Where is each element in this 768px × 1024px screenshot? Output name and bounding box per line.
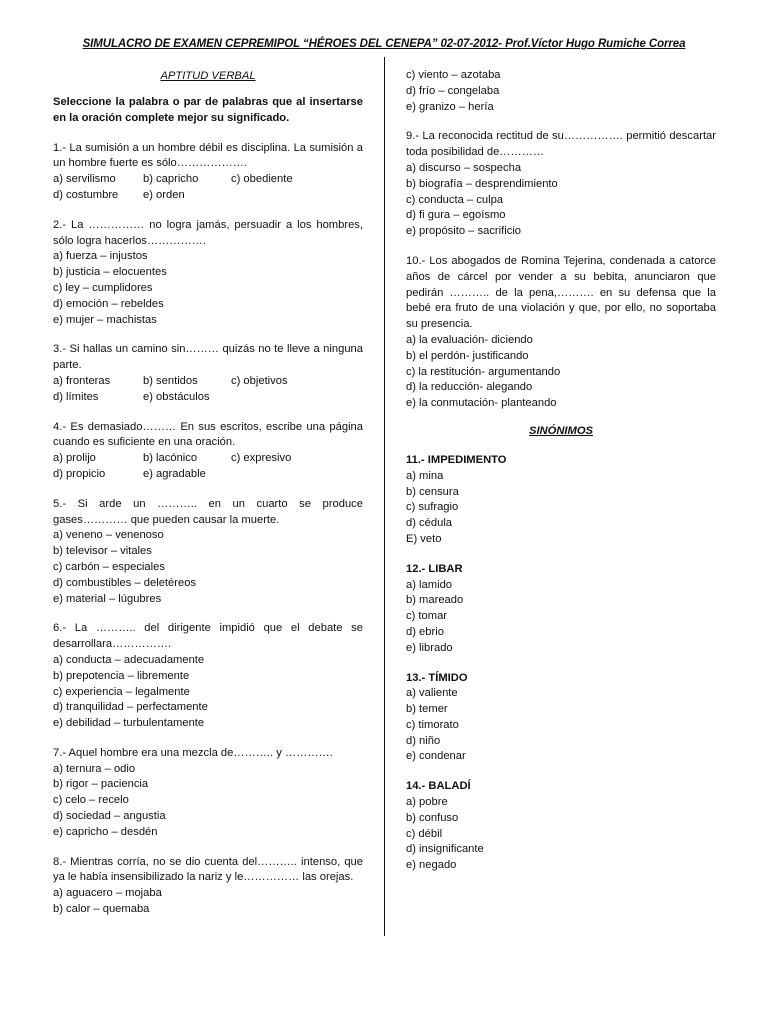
column-divider (384, 57, 385, 936)
option: d) niño (406, 734, 441, 747)
options (53, 451, 363, 483)
question-title: 14.- BALADÍ (406, 780, 471, 793)
option: c) carbón – especiales (53, 560, 165, 573)
question-8-continued (406, 68, 716, 115)
question-text: 4.- Es demasiado……… En sus escritos, escribe una página cuando es suficiente en una oración. (53, 420, 363, 449)
option: d) fi gura – egoísmo (406, 209, 506, 222)
option: d) frío – congelaba (406, 84, 500, 97)
option: a) la evaluación- diciendo (406, 333, 533, 346)
question-5 (53, 497, 363, 608)
option: e) agradable (143, 467, 206, 480)
option: c) obediente (231, 173, 293, 186)
option: e) condenar (406, 750, 466, 763)
question-7 (53, 746, 363, 841)
section-title-sinonimos: SINÓNIMOS (528, 424, 594, 437)
option: b) lacónico (143, 452, 198, 465)
question-text: 8.- Mientras corría, no se dio cuenta del……….. intenso, que ya le había insensibilizado la nariz y le…………… las orejas. (53, 855, 363, 884)
option: b) censura (406, 485, 459, 498)
option: a) aguacero – mojaba (53, 887, 162, 900)
question-9 (406, 129, 716, 240)
question-11 (406, 453, 716, 548)
question-3 (53, 342, 363, 405)
option: b) calor – quemaba (53, 903, 150, 916)
option: c) objetivos (231, 374, 288, 387)
option: a) ternura – odio (53, 762, 136, 775)
option: d) la reducción- alegando (406, 381, 533, 394)
option: a) discurso – sospecha (406, 161, 522, 174)
question-title: 11.- IMPEDIMENTO (406, 453, 507, 466)
question-title: 13.- TÍMIDO (406, 671, 468, 684)
option: d) emoción – rebeldes (53, 297, 164, 310)
option: c) ley – cumplidores (53, 281, 153, 294)
option: c) timorato (406, 718, 459, 731)
section-title-aptitud-verbal: APTITUD VERBAL (160, 70, 256, 82)
option: a) prolijo (53, 452, 96, 465)
option: a) lamido (406, 578, 453, 591)
option: a) pobre (406, 796, 448, 809)
option: d) sociedad – angustia (53, 810, 166, 823)
option: a) valiente (406, 687, 458, 700)
question-13 (406, 671, 716, 766)
option: c) celo – recelo (53, 794, 129, 807)
option: a) veneno – venenoso (53, 529, 164, 542)
option: c) tomar (406, 610, 448, 623)
option: b) confuso (406, 811, 459, 824)
instructions: Seleccione la palabra o par de palabras que al insertarse en la oración complete mejor su significado. (53, 96, 363, 124)
question-text: 9.- La reconocida rectitud de su……………. permitió descartar toda posibilidad de………… (406, 130, 716, 159)
question-text: 10.- Los abogados de Romina Tejerina, condenada a catorce años de cárcel por vender a su bebita, anunciaron que pedirán ……….. de la pena,………. en su defensa que la bebé era fruto de una violación y que, por ello, no soportaba su presencia. (406, 254, 716, 331)
option: c) viento – azotaba (406, 69, 501, 81)
question-title: 12.- LIBAR (406, 562, 463, 575)
options (53, 172, 363, 204)
question-text: 2.- La …………… no logra jamás, persuadir a los hombres, sólo logra hacerlos……………. (53, 218, 363, 247)
option: e) negado (406, 859, 457, 872)
left-column (53, 68, 363, 918)
option: e) capricho – desdén (53, 825, 158, 838)
option: b) televisor – vitales (53, 545, 152, 558)
option: d) combustibles – deletéreos (53, 576, 197, 589)
option: e) material – lúgubres (53, 592, 162, 605)
option: c) la restitución- argumentando (406, 365, 561, 378)
option: b) el perdón- justificando (406, 349, 529, 362)
option: d) tranquilidad – perfectamente (53, 701, 208, 714)
option: d) costumbre (53, 188, 119, 201)
question-10 (406, 254, 716, 412)
question-1 (53, 141, 363, 204)
option: d) cédula (406, 517, 453, 530)
option: b) justicia – elocuentes (53, 266, 167, 279)
question-text: 7.- Aquel hombre era una mezcla de……….. y …………. (53, 746, 333, 759)
option: a) mina (406, 469, 444, 482)
option: b) biografía – desprendimiento (406, 177, 558, 190)
option: a) conducta – adecuadamente (53, 653, 205, 666)
option: c) expresivo (231, 452, 292, 465)
right-column (406, 68, 716, 874)
option: d) insignificante (406, 843, 484, 856)
question-text: 6.- La ……….. del dirigente impidió que el debate se desarrollara……………. (53, 622, 363, 651)
option: c) sufragio (406, 501, 459, 514)
option: c) débil (406, 827, 443, 840)
option: e) propósito – sacrificio (406, 225, 522, 238)
question-14 (406, 779, 716, 874)
option: b) prepotencia – libremente (53, 669, 190, 682)
option: a) fuerza – injustos (53, 250, 148, 263)
option: e) granizo – hería (406, 100, 494, 113)
question-6 (53, 621, 363, 732)
option: e) mujer – machistas (53, 313, 157, 326)
option: e) orden (143, 188, 185, 201)
option: e) obstáculos (143, 390, 210, 403)
option: b) mareado (406, 594, 464, 607)
option: c) experiencia – legalmente (53, 685, 190, 698)
option: d) propicio (53, 467, 106, 480)
option: E) veto (406, 532, 442, 545)
option: d) límites (53, 390, 99, 403)
option: b) capricho (143, 173, 199, 186)
question-text: 5.- Si arde un ……….. en un cuarto se produce gases………… que pueden causar la muerte. (53, 497, 363, 526)
question-8 (53, 855, 363, 918)
question-4 (53, 420, 363, 483)
option: e) la conmutación- planteando (406, 397, 557, 410)
option: e) librado (406, 641, 453, 654)
option: e) debilidad – turbulentamente (53, 717, 205, 730)
option: a) fronteras (53, 374, 111, 387)
question-text: 3.- Si hallas un camino sin……… quizás no te lleve a ninguna parte. (53, 343, 363, 372)
option: b) sentidos (143, 374, 198, 387)
question-12 (406, 562, 716, 657)
option: d) ebrio (406, 625, 444, 638)
page-title: SIMULACRO DE EXAMEN CEPREMIPOL “HÉROES DEL CENEPA” 02-07-2012- Prof.Víctor Hugo Rumiche Correa (82, 38, 686, 50)
options (53, 374, 363, 406)
question-2 (53, 218, 363, 329)
option: b) rigor – paciencia (53, 778, 149, 791)
option: b) temer (406, 703, 448, 716)
question-text: 1.- La sumisión a un hombre débil es disciplina. La sumisión a un hombre fuerte es sólo………………. (53, 141, 363, 170)
option: c) conducta – culpa (406, 193, 504, 206)
option: a) servilismo (53, 173, 116, 186)
